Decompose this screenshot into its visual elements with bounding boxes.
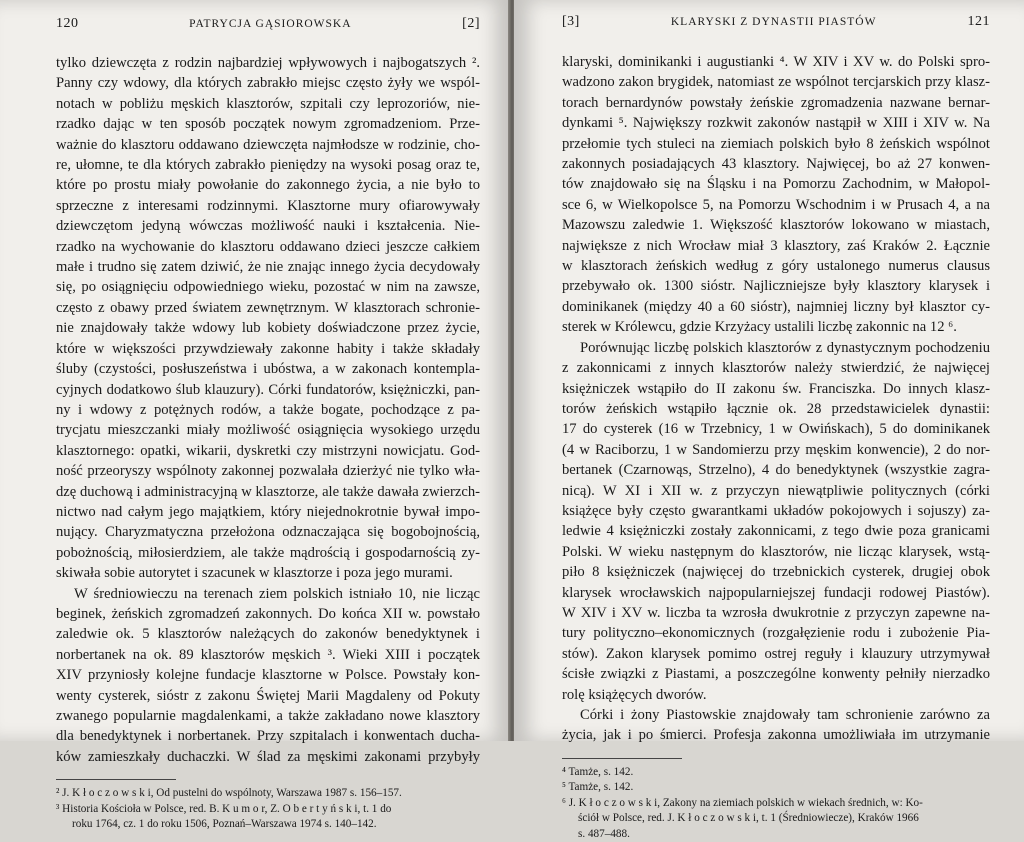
body-line: wadzono zakon brygidek, natomiast ze wspólnot tercjarskich przy klasz- [562,74,990,91]
footnote-line: roku 1764, cz. 1 do roku 1506, Poznań–Warszawa 1974 s. 140–142. [72,818,377,831]
body-line: torów żeńskich wstąpiło łącznie ok. 28 przedstawicielek dynastii: [562,400,990,417]
body-line: rolę książęcych dworów. [562,686,707,703]
right-footnotes [562,765,990,842]
body-line: największe z nich Wrocław miał 3 klasztory, zaś Kraków 2. Łącznie [562,237,990,254]
body-line: wenty cysterek, sióstr z zakonu Świętej Marii Magdaleny od Pokuty [56,687,480,704]
body-line: książęce były często gwarantkami układów pokojowych i sojuszy) za- [562,502,990,519]
body-line: się, po osiągnięciu odpowiedniego wieku, pozostać w nim na zawsze, [56,279,480,296]
body-line: księżniczek wstąpiło do II zakonu św. Franciszka. Do innych klasz- [562,380,990,397]
footnote-line: ⁶ J. K ł o c z o w s k i, Zakony na ziemiach polskich w wiekach średnich, w: Ko- [562,796,923,809]
body-line: stów). Zakon klarysek pomimo ostrej reguły i klauzury utrzymywał [562,645,990,662]
left-footnotes [56,786,480,833]
body-line: cyjnych dodatkowo ślub klauzury). Córki fundatorów, księżniczki, pan- [56,381,480,398]
right-running-header [562,14,990,30]
body-line: które po prostu miały powołanie do zakonnego życia, a nie było to [56,177,480,194]
body-line: W średniowieczu na terenach ziem polskich istniało 10, nie licząc [74,585,480,602]
body-line: Mazowszu zaledwie 1. Większość klasztorów lokowano w miastach, [562,217,990,234]
left-page [0,0,510,831]
body-line: ścisłe związki z Piastami, a poszczególne konwenty pełniły nierzadko [562,666,990,683]
body-line: zwanego popularnie magdalenkami, a także zakładano nowe klasztory [56,708,480,724]
body-line: 17 do cysterek (16 w Trzebnicy, 1 w Owińskach), 5 do dominikanek [562,421,990,438]
body-line: tylko dziewczęta z rodzin najbardziej wpływowych i najbogatszych ². [56,55,480,71]
body-line: re, ułomne, te dla których zabrakło pieniędzy na wysoki posag oraz te, [56,157,480,174]
body-line: zaledwie ok. 5 klasztorów należących do zakonów benedyktynek i [56,626,480,643]
body-line: z zakonnicami z innych klasztorów należy stwierdzić, że najwięcej [562,360,990,377]
footnote-line: ⁵ Tamże, s. 142. [562,781,634,794]
body-line: ków zamieszkały duchaczki. W ślad za męskimi zakonami przybyły [56,748,480,765]
body-line: małe i trudno się zatem dziwić, że nie znając innego życia decydowały [56,259,480,276]
right-page-number: 121 [967,14,990,29]
body-line: norbertanek na ok. 89 klasztorów męskich ³. Wieki XIII i początek [56,646,480,663]
body-line: śluby (czystości, posłuszeństwa i ubóstwa, a w zakonach kontempla- [56,361,480,378]
right-section-marker: [3] [562,14,580,29]
right-page [514,0,1024,840]
right-footnote-rule [562,758,682,759]
left-running-head: PATRYCJA GĄSIOROWSKA [189,18,352,30]
body-line: sce 6, w Wielkopolsce 5, na Pomorzu Wschodnim i w Prusach 4, a na [562,196,990,213]
left-section-marker: [2] [462,16,480,31]
body-line: notach w pobliżu męskich klasztorów, szpitali czy leprozoriów, nie- [56,95,480,112]
body-line: rzadko na wychowanie do klasztoru oddawano dzieci jeszcze całkiem [56,238,480,255]
body-line: pobożnością, miłosierdziem, ale także mądrością i gospodarnością zy- [56,544,480,561]
body-line: torach bernardynów powstały żeńskie zgromadzenia nazwane bernar- [562,94,990,111]
body-line: życia, jak i po śmierci. Profesja zakonna umożliwiała im utrzymanie [562,727,990,744]
footnote-line: ⁴ Tamże, s. 142. [562,765,634,778]
body-line: zakonnych posiadających 43 klasztory. Najwięcej, bo aż 27 konwen- [562,156,990,173]
right-running-head: KLARYSKI Z DYNASTII PIASTÓW [670,16,877,28]
body-line: które w większości przywdziewały zakonne habity i także składały [56,340,480,357]
body-line: (4 w Raciborzu, 1 w Sandomierzu przy męskim konwencie), 2 do nor- [562,441,990,458]
footnote-line: ściół w Polsce, red. J. K ł o c z o w s k i, t. 1 (Średniowiecze), Kraków 1966 [578,812,919,825]
left-body-text [56,53,480,767]
body-line: często z obawy przed światem zewnętrznym. W klasztorach schronie- [56,299,480,316]
body-line: beginek, żeńskich zgromadzeń zakonnych. Do końca XII w. powstało [56,605,480,622]
left-running-header [56,16,480,32]
body-line: Polski. W wieku następnym do klasztorów, nie licząc klarysek, wstą- [562,543,990,560]
body-line: piło 8 księżniczek (najwięcej do trzebnickich cysterek, drugiej obok [562,564,990,581]
body-line: nicą). W XI i XII w. z przyczyn niewątpliwie politycznych (córki [562,482,990,499]
body-line: dynkami ⁵. Największy rozkwit zakonów nastąpił w XIII i XIV w. Na [562,115,990,132]
body-line: ny i wdowy z potężnych rodów, a także bogate, pochodzące z pa- [56,401,480,418]
body-line: W XIV i XV w. liczba ta wzrosła dwukrotnie z przyczyn zapewne na- [562,604,990,621]
body-line: nie znajdowały także wdowy lub kobiety doświadczone przez życie, [56,320,480,337]
body-line: klarysek wrocławskich najpopularniejszej fundacji rodowej Piastów). [562,584,990,601]
body-line: bertanek (Czarnowąs, Strzelno), 4 do benedyktynek (wszystkie zagra- [562,462,990,479]
left-footnote-rule [56,779,176,780]
body-line: dla benedyktynek i norbertanek. Przy szpitalach i konwentach ducha- [56,728,480,745]
footnote-line: s. 487–488. [578,827,630,840]
body-line: w klasztorach żeńskich według z góry ustalonego numerus clausus [562,258,990,275]
footnote-line: ³ Historia Kościoła w Polsce, red. B. K u m o r, Z. O b e r t y ń s k i, t. 1 do [56,802,392,815]
body-line: tury polityczno–ekonomicznych (rozgałęzienie rodu i zubożenie Pia- [562,625,990,642]
body-line: Córki i żony Piastowskie znajdowały tam schronienie zarówno za [580,707,990,723]
body-line: trycjatu mieszczanki miały możliwość osiągnięcia wysokiego urzędu [56,422,480,439]
body-line: ważnie do klasztoru oddawano dziewczęta najmłodsze w rodzinie, cho- [56,136,480,153]
left-page-number: 120 [56,16,79,31]
body-line: XIV przyniosły kolejne fundacje klasztorne w Polsce. Powstały kon- [56,667,480,684]
body-line: klasztornego: opatki, wikarii, dyskretki czy mistrzyni nowicjatu. God- [56,442,480,459]
body-line: Porównując liczbę polskich klasztorów z dynastycznym pochodzeniu [580,339,990,356]
body-line: tów znajdowało się na Śląsku i na Pomorzu Zachodnim, w Małopol- [562,176,990,193]
body-line: przełomie tych stuleci na ziemiach polskich było 8 żeńskich wspólnot [562,135,990,152]
body-line: dziewczętom jedyną wówczas możliwość nauki i kształcenia. Nie- [56,218,480,235]
body-line: Panny czy wdowy, dla których zabrakło miejsc często żyły we wspól- [56,75,480,92]
body-line: ność przeoryszy wspólnoty zakonnej pozwalała dzierżyć nie tylko wła- [56,463,480,480]
body-line: dominikanek (między 40 a 60 sióstr), najmniej liczny był klasztor cy- [562,298,990,315]
body-line: skiwała sobie autorytet i szacunek w klasztorze i poza jego murami. [56,565,453,582]
body-line: nujący. Charyzmatyczna przełożona odznaczająca się bogobojnością, [56,524,480,541]
right-body-text [562,52,990,746]
body-line: dzę duchową i administracyjną w klasztorze, ale także dawała zwierzch- [56,483,480,500]
body-line: sprzeczne z interesami rodzinnymi. Klasztorne mury ofiarowywały [56,197,480,214]
body-line: nictwo nad całym jego majątkiem, który niejednokrotnie bywał impo- [56,503,480,520]
body-line: rzadko dając w ten sposób początek nowym zgromadzeniom. Prze- [56,116,480,133]
body-line: przebywało ok. 1300 sióstr. Najliczniejsze były klasztory klarysek i [562,278,990,295]
body-line: ledwie 4 księżniczki zostały zakonnicami, z tego dwie poza granicami [562,523,990,540]
body-line: sterek w Królewcu, gdzie Krzyżacy ustalili liczbę zakonnic na 12 ⁶. [562,319,957,336]
body-line: klaryski, dominikanki i augustianki ⁴. W XIV i XV w. do Polski spro- [562,54,990,70]
footnote-line: ² J. K ł o c z o w s k i, Od pustelni do wspólnoty, Warszawa 1987 s. 156–157. [56,787,402,800]
